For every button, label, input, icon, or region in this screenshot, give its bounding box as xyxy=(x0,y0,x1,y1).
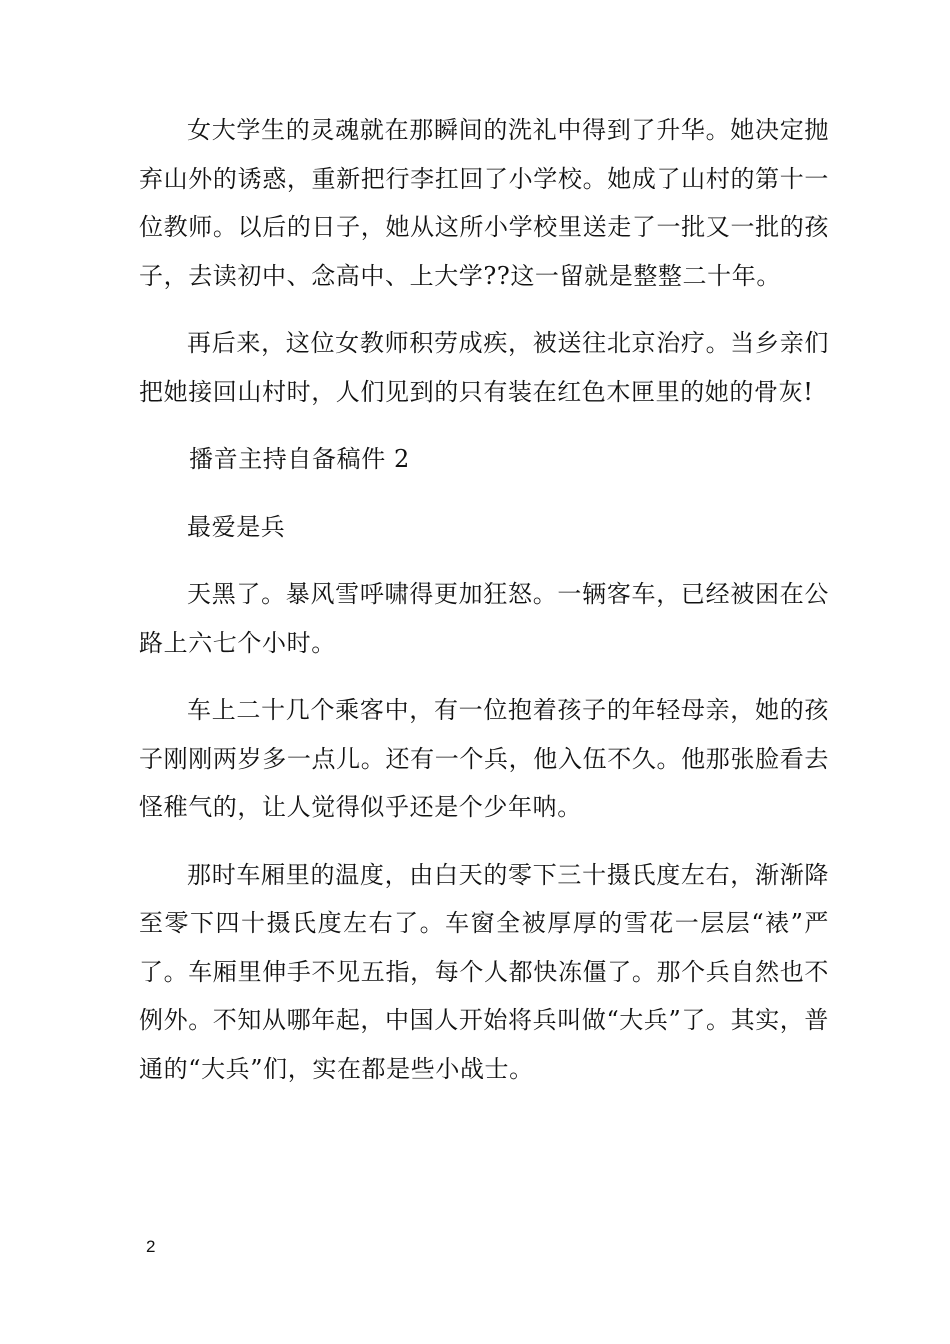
page-number: 2 xyxy=(146,1237,156,1256)
paragraph-4: 车上二十几个乘客中，有一位抱着孩子的年轻母亲，她的孩子刚刚两岁多一点儿。还有一个兵，他入伍不久。他那张脸看去怪稚气的，让人觉得似乎还是个少年呐。 xyxy=(139,696,829,821)
paragraph-5: 那时车厢里的温度，由白天的零下三十摄氏度左右，渐渐降至零下四十摄氏度左右了。车窗全被厚厚的雪花一层层“裱”严了。车厢里伸手不见五指，每个人都快冻僵了。那个兵自然也不例外。不知从哪年起，中国人开始将兵叫做“大兵”了。其实，普通的“大兵”们，实在都是些小战士。 xyxy=(139,860,829,1083)
article-title: 最爱是兵 xyxy=(187,512,286,541)
document-body xyxy=(139,106,829,1093)
paragraph-2: 再后来，这位女教师积劳成疾，被送往北京治疗。当乡亲们把她接回山村时，人们见到的只有装在红色木匣里的她的骨灰! xyxy=(139,329,829,406)
section-heading: 播音主持自备稿件 2 xyxy=(189,445,410,473)
paragraph-1: 女大学生的灵魂就在那瞬间的洗礼中得到了升华。她决定抛弃山外的诱惑，重新把行李扛回了小学校。她成了山村的第十一位教师。以后的日子，她从这所小学校里送走了一批又一批的孩子，去读初中、念高中、上大学??这一留就是整整二十年。 xyxy=(139,116,829,290)
paragraph-3: 天黑了。暴风雪呼啸得更加狂怒。一辆客车，已经被困在公路上六七个小时。 xyxy=(139,580,829,657)
